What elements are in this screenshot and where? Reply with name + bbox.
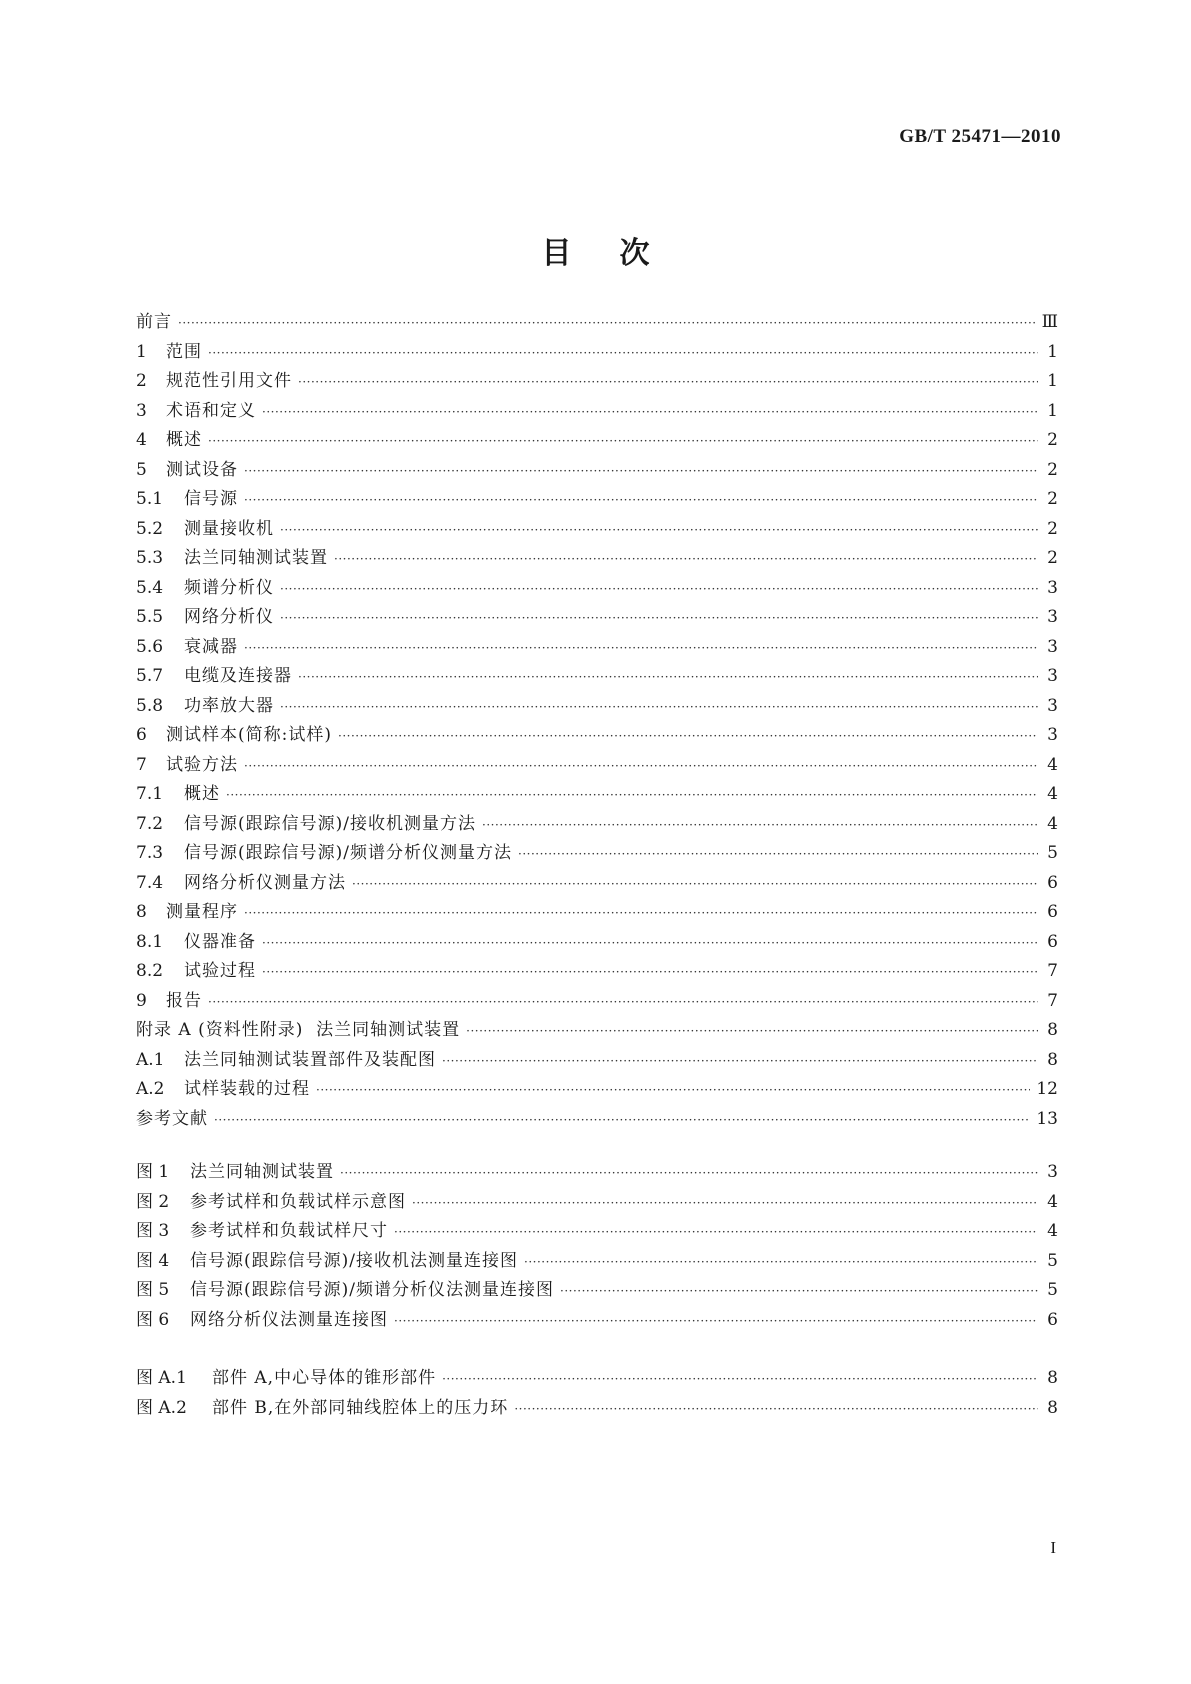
entry-title: 测试设备 bbox=[166, 459, 238, 480]
entry-page: 1 bbox=[1047, 371, 1058, 391]
dot-leader bbox=[334, 552, 1038, 566]
entry-title: 试验方法 bbox=[166, 754, 238, 775]
toc-entry bbox=[136, 1363, 1058, 1393]
entry-number: 5 bbox=[136, 459, 147, 480]
toc-entry bbox=[136, 809, 1058, 839]
entry-page: 8 bbox=[1047, 1397, 1058, 1418]
entry-title: 术语和定义 bbox=[166, 400, 256, 421]
entry-number: 图 5 bbox=[136, 1280, 170, 1300]
entry-number: 7.2 bbox=[136, 813, 164, 834]
entry-number: 7 bbox=[136, 754, 147, 775]
entry-page: 8 bbox=[1047, 1049, 1058, 1070]
entry-number: 5.5 bbox=[136, 607, 164, 627]
entry-title: 试样装载的过程 bbox=[184, 1079, 310, 1099]
entry-page: 2 bbox=[1047, 459, 1058, 480]
entry-title: 法兰同轴测试装置部件及装配图 bbox=[184, 1049, 436, 1070]
entry-page: 8 bbox=[1047, 1368, 1058, 1388]
entry-page: 4 bbox=[1047, 1221, 1058, 1241]
toc-entry bbox=[136, 1157, 1058, 1187]
entry-page: 6 bbox=[1047, 931, 1058, 952]
entry-page: Ⅲ bbox=[1041, 312, 1058, 332]
entry-title: 部件 B,在外部同轴线腔体上的压力环 bbox=[212, 1397, 509, 1418]
toc-entry bbox=[136, 455, 1058, 485]
entry-page: 3 bbox=[1047, 1162, 1058, 1182]
dot-leader bbox=[280, 523, 1038, 537]
toc-entry bbox=[136, 543, 1058, 573]
toc-entry bbox=[136, 307, 1058, 337]
dot-leader bbox=[524, 1255, 1038, 1269]
dot-leader bbox=[316, 1083, 1030, 1097]
entry-page: 8 bbox=[1047, 1020, 1058, 1040]
toc-entry bbox=[136, 1246, 1058, 1276]
dot-leader bbox=[352, 877, 1038, 891]
page-number: I bbox=[1050, 1538, 1056, 1557]
entry-page: 3 bbox=[1047, 666, 1058, 686]
entry-page: 5 bbox=[1047, 1280, 1058, 1300]
entry-number: 5.7 bbox=[136, 666, 164, 686]
entry-title: 测试样本(简称:试样) bbox=[166, 725, 332, 745]
entry-page: 5 bbox=[1047, 1250, 1058, 1271]
entry-number: 6 bbox=[136, 725, 147, 745]
toc-entry bbox=[136, 366, 1058, 396]
entry-title: 信号源(跟踪信号源)/接收机测量方法 bbox=[184, 813, 476, 834]
toc-entry bbox=[136, 1045, 1058, 1075]
entry-number: 4 bbox=[136, 430, 147, 450]
toc-entry bbox=[136, 1275, 1058, 1305]
dot-leader bbox=[340, 1166, 1038, 1180]
entry-number: 5.8 bbox=[136, 695, 164, 716]
toc-entry bbox=[136, 337, 1058, 367]
toc-entry bbox=[136, 927, 1058, 957]
entry-page: 4 bbox=[1047, 813, 1058, 834]
dot-leader bbox=[280, 700, 1038, 714]
dot-leader bbox=[262, 965, 1038, 979]
dot-leader bbox=[394, 1225, 1038, 1239]
dot-leader bbox=[214, 1113, 1030, 1127]
toc-entry bbox=[136, 573, 1058, 603]
entry-title: 网络分析仪 bbox=[184, 607, 274, 627]
toc-entry bbox=[136, 779, 1058, 809]
entry-title: 报告 bbox=[166, 990, 202, 1011]
dot-leader bbox=[262, 405, 1038, 419]
dot-leader bbox=[208, 346, 1038, 360]
dot-leader bbox=[482, 818, 1038, 832]
toc-entry bbox=[136, 1305, 1058, 1335]
toc-entry bbox=[136, 956, 1058, 986]
entry-page: 3 bbox=[1047, 577, 1058, 598]
dot-leader bbox=[226, 788, 1038, 802]
entry-number: 图 A.2 bbox=[136, 1397, 187, 1418]
toc-entry bbox=[136, 1074, 1058, 1104]
toc-entry bbox=[136, 750, 1058, 780]
toc-entry bbox=[136, 838, 1058, 868]
entry-number: 8.2 bbox=[136, 961, 164, 981]
entry-number: 5.1 bbox=[136, 489, 164, 509]
entry-title: 信号源(跟踪信号源)/接收机法测量连接图 bbox=[190, 1250, 518, 1271]
dot-leader bbox=[514, 1402, 1038, 1416]
dot-leader bbox=[394, 1314, 1038, 1328]
dot-leader bbox=[518, 847, 1038, 861]
entry-number: 图 A.1 bbox=[136, 1368, 187, 1388]
toc-entry bbox=[136, 602, 1058, 632]
toc-entry bbox=[136, 868, 1058, 898]
entry-page: 4 bbox=[1047, 754, 1058, 775]
entry-title: 附录 A (资料性附录) 法兰同轴测试装置 bbox=[136, 1020, 461, 1040]
entry-title: 衰减器 bbox=[184, 636, 238, 657]
dot-leader bbox=[298, 375, 1038, 389]
entry-page: 3 bbox=[1047, 607, 1058, 627]
entry-number: 3 bbox=[136, 400, 147, 421]
dot-leader bbox=[298, 670, 1038, 684]
entry-number: 1 bbox=[136, 341, 147, 362]
toc-entry bbox=[136, 484, 1058, 514]
dot-leader bbox=[244, 641, 1038, 655]
entry-number: 8.1 bbox=[136, 931, 164, 952]
entry-title: 频谱分析仪 bbox=[184, 577, 274, 598]
entry-page: 3 bbox=[1047, 695, 1058, 716]
entry-title: 网络分析仪法测量连接图 bbox=[190, 1309, 388, 1330]
entry-page: 2 bbox=[1047, 430, 1058, 450]
dot-leader bbox=[412, 1196, 1038, 1210]
entry-title: 范围 bbox=[166, 341, 202, 362]
entry-number: 图 1 bbox=[136, 1162, 170, 1182]
entry-number: 图 3 bbox=[136, 1221, 170, 1241]
entry-number: 2 bbox=[136, 371, 147, 391]
toc-entry bbox=[136, 514, 1058, 544]
entry-title: 网络分析仪测量方法 bbox=[184, 872, 346, 893]
toc-entry bbox=[136, 1187, 1058, 1217]
entry-number: 图 4 bbox=[136, 1250, 170, 1271]
entry-title: 电缆及连接器 bbox=[184, 666, 292, 686]
toc-entry bbox=[136, 1104, 1058, 1134]
entry-page: 12 bbox=[1036, 1079, 1058, 1099]
entry-number: 图 6 bbox=[136, 1309, 170, 1330]
entry-page: 4 bbox=[1047, 1191, 1058, 1212]
entry-page: 7 bbox=[1047, 961, 1058, 981]
entry-number: 9 bbox=[136, 990, 147, 1011]
standard-code: GB/T 25471—2010 bbox=[899, 126, 1061, 147]
entry-number: 图 2 bbox=[136, 1191, 170, 1212]
dot-leader bbox=[280, 611, 1038, 625]
dot-leader bbox=[442, 1054, 1038, 1068]
entry-page: 6 bbox=[1047, 872, 1058, 893]
entry-number: A.2 bbox=[136, 1079, 165, 1099]
page-title: 目次 bbox=[541, 236, 698, 271]
entry-title: 试验过程 bbox=[184, 961, 256, 981]
entry-page: 2 bbox=[1047, 548, 1058, 568]
dot-leader bbox=[262, 936, 1038, 950]
toc-entry bbox=[136, 1216, 1058, 1246]
dot-leader bbox=[338, 729, 1038, 743]
dot-leader bbox=[208, 995, 1038, 1009]
dot-leader bbox=[466, 1024, 1038, 1038]
toc-entry bbox=[136, 396, 1058, 426]
toc-entry bbox=[136, 1015, 1058, 1045]
entry-title: 信号源 bbox=[184, 489, 238, 509]
entry-title: 功率放大器 bbox=[184, 695, 274, 716]
entry-title: 参考试样和负载试样尺寸 bbox=[190, 1221, 388, 1241]
dot-leader bbox=[244, 493, 1038, 507]
dot-leader bbox=[244, 464, 1038, 478]
entry-page: 5 bbox=[1047, 843, 1058, 863]
entry-title: 信号源(跟踪信号源)/频谱分析仪法测量连接图 bbox=[190, 1280, 554, 1300]
entry-page: 2 bbox=[1047, 518, 1058, 539]
entry-number: 5.3 bbox=[136, 548, 164, 568]
entry-number: 5.2 bbox=[136, 518, 164, 539]
entry-page: 7 bbox=[1047, 990, 1058, 1011]
entry-title: 法兰同轴测试装置 bbox=[184, 548, 328, 568]
entry-title: 概述 bbox=[184, 784, 220, 804]
entry-number: 5.6 bbox=[136, 636, 164, 657]
toc-entry bbox=[136, 425, 1058, 455]
entry-number: 7.1 bbox=[136, 784, 164, 804]
entry-page: 1 bbox=[1047, 341, 1058, 362]
entry-title: 测量程序 bbox=[166, 902, 238, 922]
entry-title: 仪器准备 bbox=[184, 931, 256, 952]
toc-entry bbox=[136, 897, 1058, 927]
entry-title: 参考试样和负载试样示意图 bbox=[190, 1191, 406, 1212]
entry-number: A.1 bbox=[136, 1049, 165, 1070]
entry-page: 4 bbox=[1047, 784, 1058, 804]
entry-number: 8 bbox=[136, 902, 147, 922]
entry-title: 概述 bbox=[166, 430, 202, 450]
dot-leader bbox=[442, 1372, 1038, 1386]
dot-leader bbox=[208, 434, 1038, 448]
entry-title: 测量接收机 bbox=[184, 518, 274, 539]
entry-title: 前言 bbox=[136, 312, 172, 332]
dot-leader bbox=[280, 582, 1038, 596]
entry-title: 信号源(跟踪信号源)/频谱分析仪测量方法 bbox=[184, 843, 512, 863]
entry-page: 13 bbox=[1036, 1108, 1058, 1129]
entry-page: 3 bbox=[1047, 636, 1058, 657]
entry-title: 部件 A,中心导体的锥形部件 bbox=[212, 1368, 437, 1388]
entry-title: 参考文献 bbox=[136, 1108, 208, 1129]
entry-title: 法兰同轴测试装置 bbox=[190, 1162, 334, 1182]
toc-entry bbox=[136, 720, 1058, 750]
entry-number: 7.4 bbox=[136, 872, 164, 893]
entry-page: 6 bbox=[1047, 902, 1058, 922]
dot-leader bbox=[560, 1284, 1038, 1298]
dot-leader bbox=[178, 316, 1036, 330]
entry-number: 7.3 bbox=[136, 843, 164, 863]
toc-entry bbox=[136, 661, 1058, 691]
entry-title: 规范性引用文件 bbox=[166, 371, 292, 391]
entry-page: 2 bbox=[1047, 489, 1058, 509]
toc-entry bbox=[136, 986, 1058, 1016]
toc-entry bbox=[136, 632, 1058, 662]
entry-page: 1 bbox=[1047, 400, 1058, 421]
entry-page: 3 bbox=[1047, 725, 1058, 745]
dot-leader bbox=[244, 906, 1038, 920]
toc-entry bbox=[136, 1393, 1058, 1423]
dot-leader bbox=[244, 759, 1038, 773]
entry-number: 5.4 bbox=[136, 577, 164, 598]
toc-entry bbox=[136, 691, 1058, 721]
entry-page: 6 bbox=[1047, 1309, 1058, 1330]
